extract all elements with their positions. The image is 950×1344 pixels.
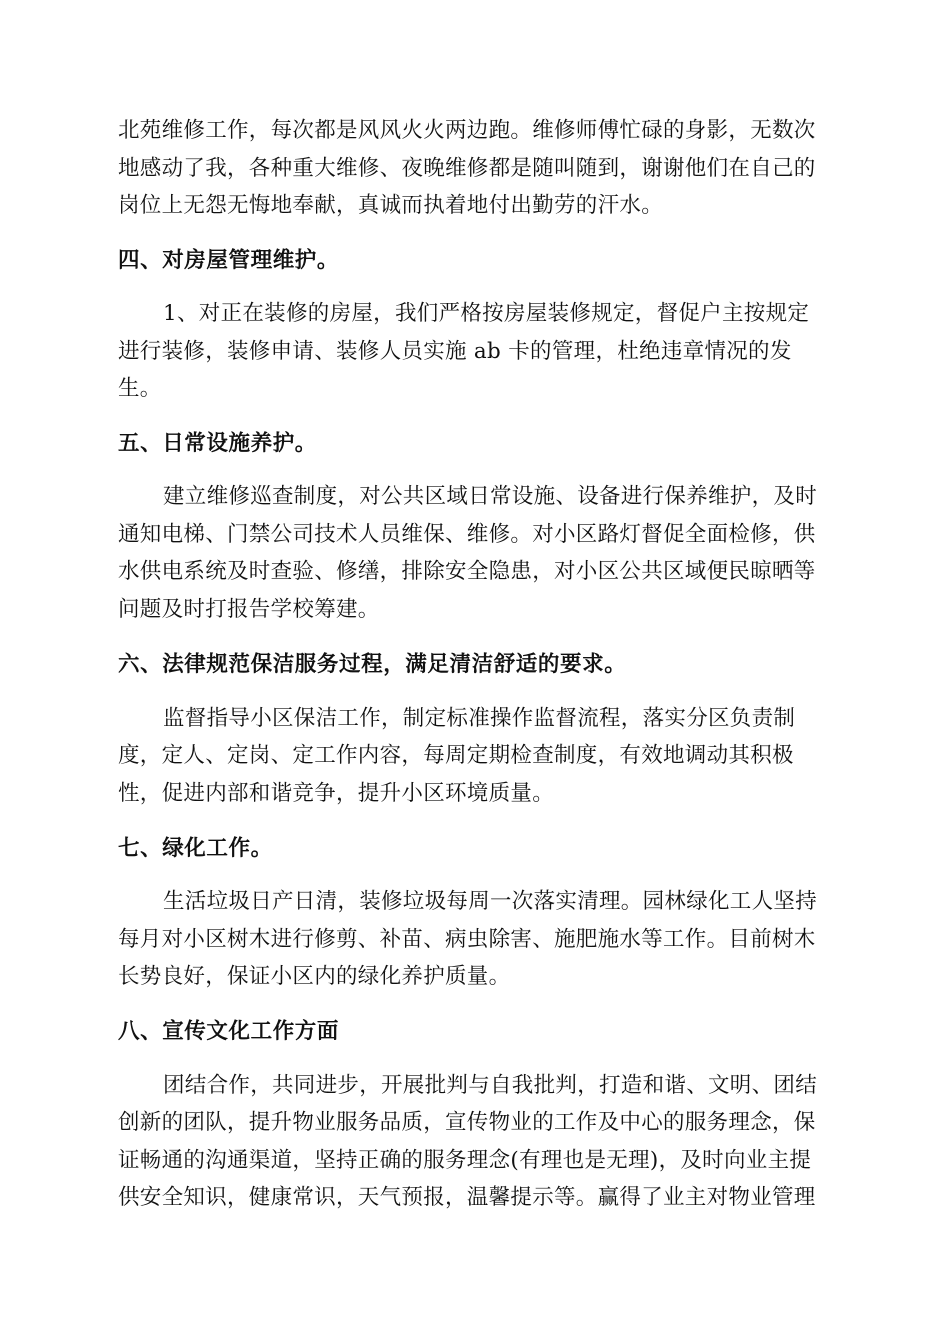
- section-heading-4: 四、对房屋管理维护。: [118, 248, 340, 273]
- paragraph-line: 问题及时打报告学校筹建。: [118, 597, 380, 622]
- paragraph-line: 长势良好，保证小区内的绿化养护质量。: [118, 964, 511, 989]
- paragraph-line: 水供电系统及时查验、修缮，排除安全隐患，对小区公共区域便民晾晒等: [118, 559, 816, 584]
- paragraph-line: 性，促进内部和谐竞争，提升小区环境质量。: [118, 781, 555, 806]
- section-heading-7: 七、绿化工作。: [118, 836, 273, 861]
- paragraph-line: 团结合作，共同进步，开展批判与自我批判，打造和谐、文明、团结: [163, 1073, 818, 1098]
- paragraph-line: 证畅通的沟通渠道，坚持正确的服务理念(有理也是无理)，及时向业主提: [118, 1148, 812, 1173]
- paragraph-line: 进行装修，装修申请、装修人员实施 ab 卡的管理，杜绝违章情况的发: [118, 339, 792, 364]
- paragraph-line: 建立维修巡查制度，对公共区域日常设施、设备进行保养维护，及时: [163, 484, 818, 509]
- section-heading-6: 六、法律规范保洁服务过程，满足清洁舒适的要求。: [118, 652, 627, 677]
- paragraph-line: 通知电梯、门禁公司技术人员维保、维修。对小区路灯督促全面检修，供: [118, 522, 816, 547]
- paragraph-line: 地感动了我，各种重大维修、夜晚维修都是随叫随到，谢谢他们在自己的: [118, 156, 816, 181]
- section-heading-5: 五、日常设施养护。: [118, 431, 317, 456]
- paragraph-line: 监督指导小区保洁工作，制定标准操作监督流程，落实分区负责制: [163, 706, 796, 731]
- section-heading-8: 八、宣传文化工作方面: [118, 1019, 340, 1044]
- paragraph-line: 北苑维修工作，每次都是风风火火两边跑。维修师傅忙碌的身影，无数次: [118, 118, 816, 143]
- paragraph-line: 创新的团队，提升物业服务品质，宣传物业的工作及中心的服务理念，保: [118, 1110, 816, 1135]
- paragraph-line: 生活垃圾日产日清，装修垃圾每周一次落实清理。园林绿化工人坚持: [163, 889, 818, 914]
- paragraph-line: 1、对正在装修的房屋，我们严格按房屋装修规定，督促户主按规定: [163, 301, 810, 326]
- paragraph-line: 度，定人、定岗、定工作内容，每周定期检查制度，有效地调动其积极: [118, 743, 794, 768]
- paragraph-line: 供安全知识，健康常识，天气预报，温馨提示等。赢得了业主对物业管理: [118, 1185, 816, 1210]
- paragraph-line: 生。: [118, 376, 162, 401]
- paragraph-line: 每月对小区树木进行修剪、补苗、病虫除害、施肥施水等工作。目前树木: [118, 927, 816, 952]
- paragraph-line: 岗位上无怨无悔地奉献，真诚而执着地付出勤劳的汗水。: [118, 193, 664, 218]
